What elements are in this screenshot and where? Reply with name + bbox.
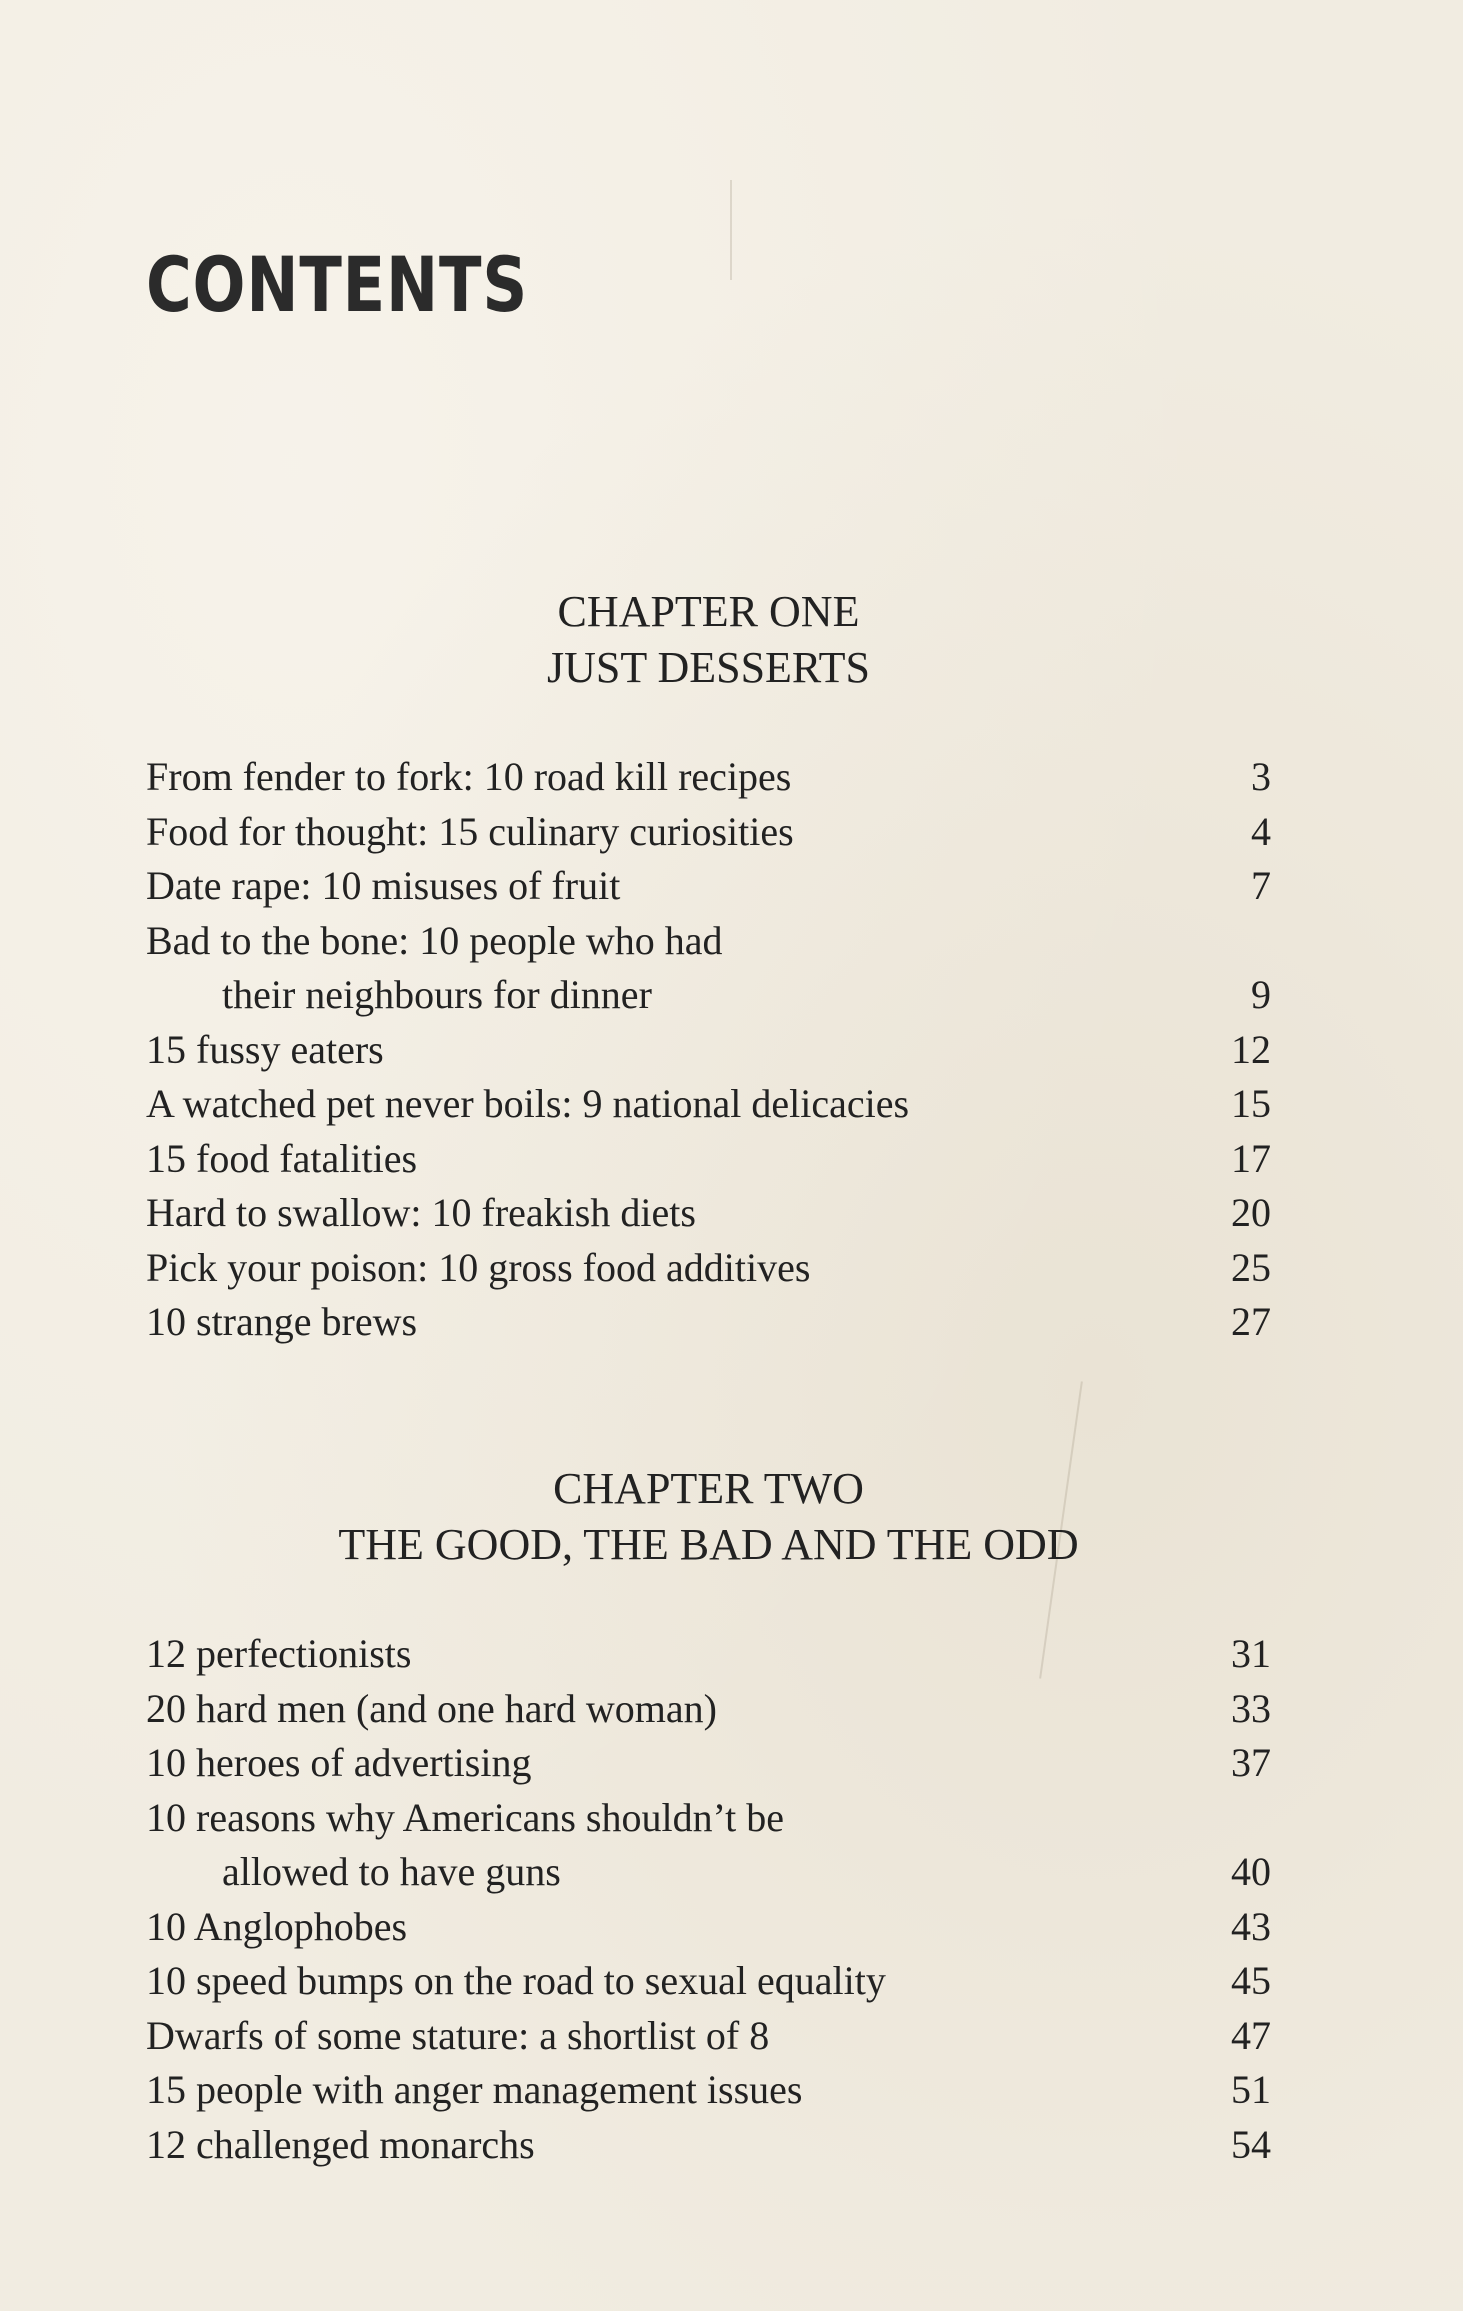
toc-entry-page: 31 (1231, 1631, 1271, 1676)
chapter-two-heading (146, 1461, 1271, 1573)
toc-entry (146, 1241, 1271, 1296)
toc-entry-title: 12 perfectionists (146, 1631, 412, 1676)
toc-entry-page: 17 (1231, 1135, 1271, 1181)
toc-entry-title: 10 heroes of advertising (146, 1740, 532, 1785)
toc-entry (146, 2063, 1271, 2118)
toc-entry-page: 37 (1231, 1740, 1271, 1785)
toc-entry (146, 1954, 1271, 2009)
toc-entry-title: 10 strange brews (146, 1299, 418, 1344)
toc-entry-title: 10 speed bumps on the road to sexual equality (146, 1958, 886, 2003)
toc-entry (146, 1736, 1271, 1791)
toc-entry-page: 15 (1231, 1081, 1271, 1126)
toc-entry-title-line2: allowed to have guns (222, 1849, 561, 1894)
toc-entry-title: Hard to swallow: 10 freakish diets (146, 1190, 696, 1235)
toc-entry (146, 2009, 1271, 2064)
page-crease (730, 180, 732, 280)
chapter-two-title: THE GOOD, THE BAD AND THE ODD (338, 1520, 1079, 1569)
chapter-one-number: CHAPTER ONE (557, 587, 860, 636)
toc-entry-page: 25 (1231, 1244, 1271, 1290)
toc-entry (146, 1295, 1271, 1350)
toc-entry-page: 40 (1231, 1849, 1271, 1894)
toc-entry (146, 1186, 1271, 1241)
toc-entry-page: 4 (1251, 808, 1271, 854)
toc-entry (146, 2118, 1271, 2173)
toc-entry (146, 1900, 1271, 1955)
page-title: CONTENTS (146, 240, 529, 329)
toc-entry-page: 27 (1231, 1299, 1271, 1344)
toc-entry-title: 15 food fatalities (146, 1135, 418, 1181)
toc-entry-page: 3 (1251, 754, 1271, 799)
toc-entry-page: 54 (1231, 2121, 1271, 2167)
toc-entry-page: 47 (1231, 2012, 1271, 2058)
toc-entry-page: 20 (1231, 1190, 1271, 1235)
toc-entry-page: 12 (1231, 1026, 1271, 1072)
chapter-one-toc (146, 750, 1271, 1350)
toc-entry-title: Food for thought: 15 culinary curiosities (146, 808, 794, 854)
chapter-one-title: JUST DESSERTS (547, 643, 870, 692)
toc-entry-title: 15 fussy eaters (146, 1026, 384, 1072)
toc-entry-title: 15 people with anger management issues (146, 2067, 803, 2112)
toc-entry (146, 859, 1271, 914)
toc-entry-page: 9 (1251, 972, 1271, 1017)
toc-entry (146, 914, 1271, 1023)
chapter-two-toc (146, 1627, 1271, 2172)
toc-entry-page: 43 (1231, 1903, 1271, 1949)
toc-entry-title: 12 challenged monarchs (146, 2121, 535, 2167)
toc-entry (146, 1023, 1271, 1078)
toc-entry (146, 1132, 1271, 1187)
chapter-one-heading (146, 584, 1271, 696)
toc-entry-title-line1: 10 reasons why Americans shouldn’t be (146, 1794, 785, 1840)
toc-entry-title: 10 Anglophobes (146, 1903, 408, 1949)
toc-entry (146, 750, 1271, 805)
toc-entry-title (146, 914, 1146, 1023)
toc-entry-title (146, 1791, 1146, 1900)
toc-entry-title-line2: their neighbours for dinner (222, 972, 652, 1017)
toc-entry-page: 33 (1231, 1685, 1271, 1731)
toc-entry (146, 1791, 1271, 1900)
toc-entry (146, 1627, 1271, 1682)
toc-entry-title: A watched pet never boils: 9 national delicacies (146, 1081, 910, 1126)
toc-entry-title: From fender to fork: 10 road kill recipes (146, 754, 792, 799)
toc-entry-title: Dwarfs of some stature: a shortlist of 8 (146, 2012, 770, 2058)
toc-entry (146, 805, 1271, 860)
toc-entry-title: Date rape: 10 misuses of fruit (146, 863, 621, 908)
toc-entry-title: 20 hard men (and one hard woman) (146, 1685, 717, 1731)
toc-entry-title: Pick your poison: 10 gross food additives (146, 1244, 811, 1290)
toc-entry-title-line1: Bad to the bone: 10 people who had (146, 917, 723, 963)
toc-entry-page: 7 (1251, 863, 1271, 908)
chapter-two-number: CHAPTER TWO (553, 1464, 864, 1513)
toc-entry (146, 1682, 1271, 1737)
toc-entry (146, 1077, 1271, 1132)
toc-entry-page: 45 (1231, 1958, 1271, 2003)
toc-entry-page: 51 (1231, 2067, 1271, 2112)
